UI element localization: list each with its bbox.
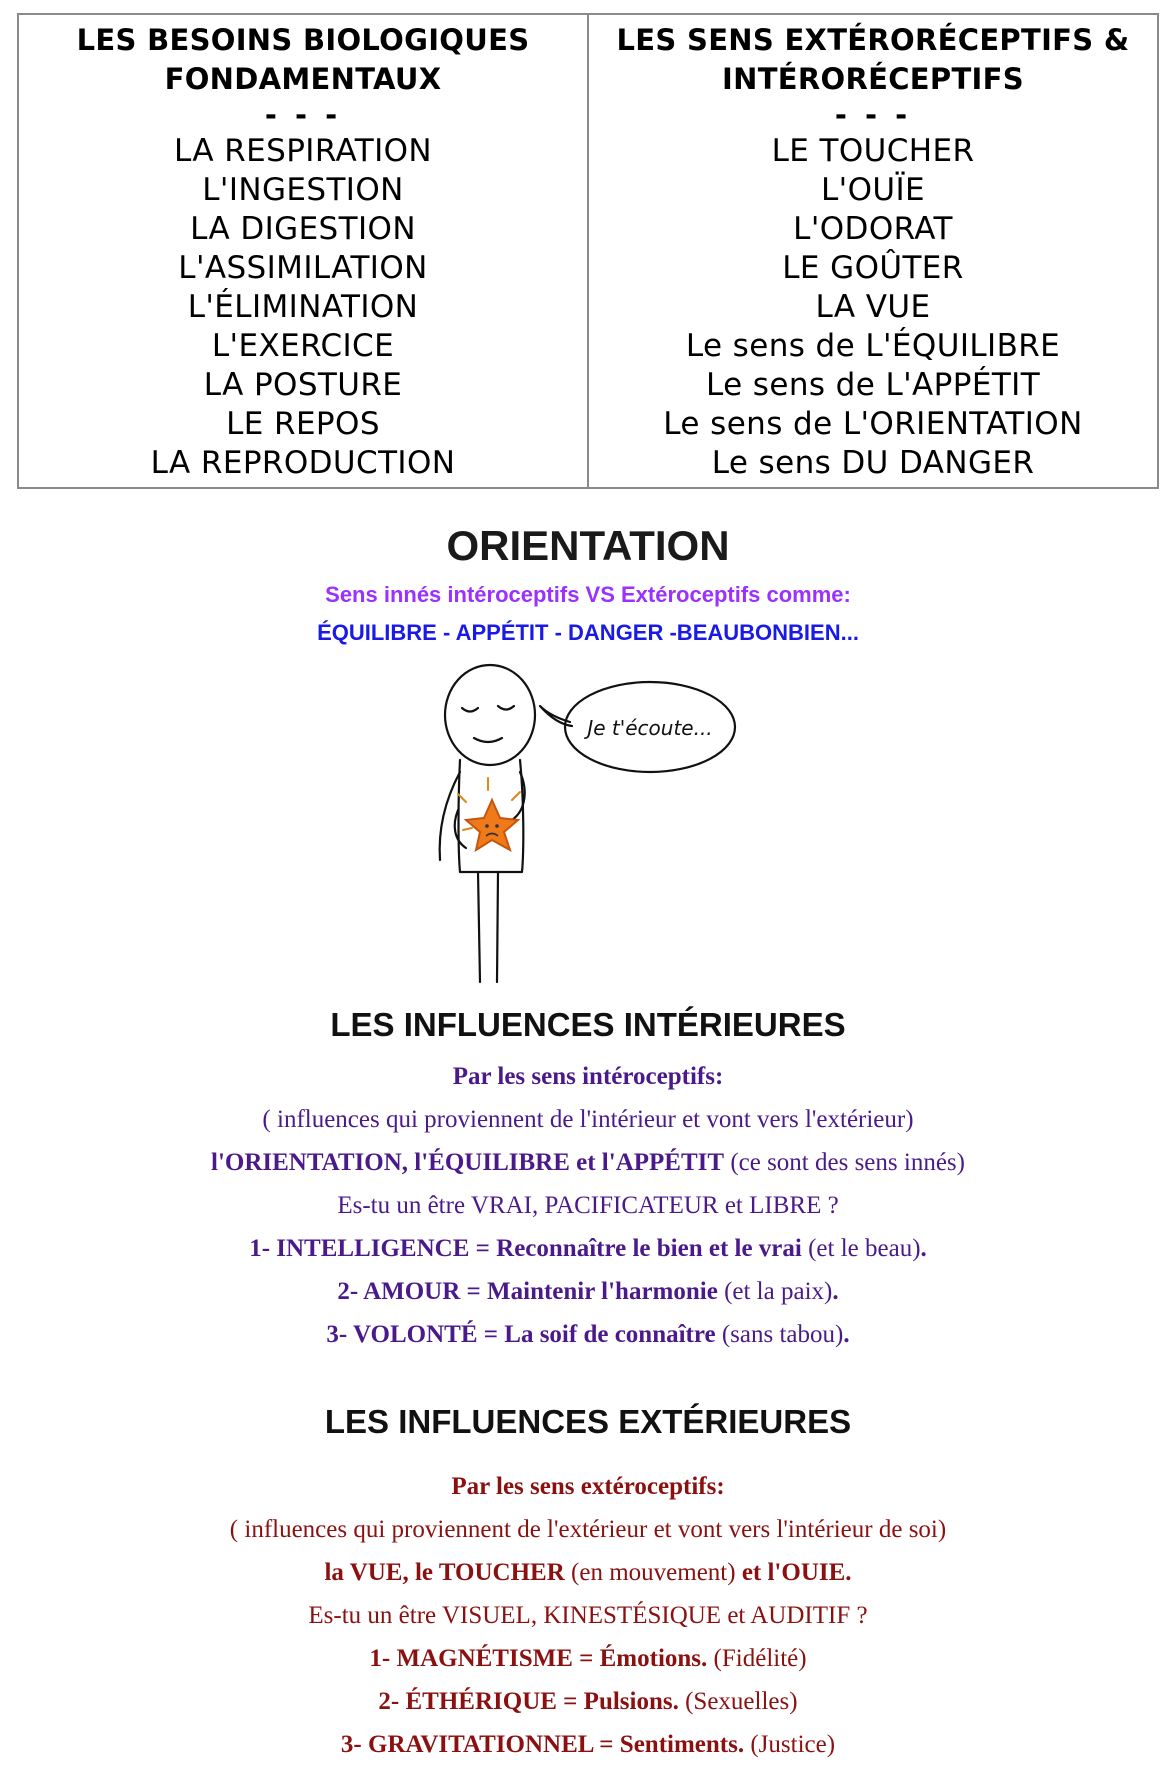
list-item: L'ASSIMILATION (178, 250, 428, 286)
list-item: LA POSTURE (203, 367, 403, 403)
outer-item-2-rest: (Sexuelles) (678, 1688, 798, 1715)
list-item: LE TOUCHER (771, 133, 975, 169)
stick-figure-illustration (400, 660, 760, 990)
figure-eye-left (462, 708, 478, 712)
col-separator: - - - (834, 98, 912, 132)
inner-influences-block (0, 1055, 1176, 1356)
orientation-subtitle-purple: Sens innés intéroceptifs VS Extéroceptifs comme: (325, 582, 851, 607)
senses-table (17, 13, 1159, 489)
inner-item-2-rest: (et la paix) (717, 1278, 833, 1305)
col-heading-line2: INTÉRORÉCEPTIFS (722, 62, 1024, 96)
outer-influences-block (0, 1465, 1176, 1766)
col-separator: - - - (264, 98, 342, 132)
inner-line-2: ( influences qui proviennent de l'intérieur et vont vers l'extérieur) (262, 1106, 914, 1133)
orientation-subtitle-blue: ÉQUILIBRE - APPÉTIT - DANGER -BEAUBONBIEN... (317, 620, 859, 645)
list-item: Le sens de L'ÉQUILIBRE (685, 328, 1061, 364)
list-item: L'ÉLIMINATION (187, 289, 419, 325)
orientation-title: ORIENTATION (446, 522, 730, 569)
table-col-biological-needs (19, 15, 587, 487)
inner-line-4: Es-tu un être VRAI, PACIFICATEUR et LIBRE ? (337, 1192, 839, 1219)
outer-line-3-a: la VUE, le TOUCHER (324, 1559, 565, 1586)
list-item: LE GOÛTER (782, 250, 964, 286)
figure-leg-left (478, 872, 480, 982)
col-heading-line1: LES BESOINS BIOLOGIQUES (76, 23, 530, 57)
table-col-senses (587, 15, 1157, 487)
list-item: L'EXERCICE (211, 328, 395, 364)
outer-line-1: Par les sens extéroceptifs: (451, 1473, 725, 1500)
inner-item-1-rest: (et le beau) (801, 1235, 921, 1262)
inner-line-3-rest: (ce sont des sens innés) (724, 1149, 965, 1176)
inner-item-3-bold: 3- VOLONTÉ = La soif de connaître (326, 1321, 716, 1348)
list-item: L'INGESTION (202, 172, 404, 208)
needs-list (19, 132, 587, 483)
list-item: LA DIGESTION (190, 211, 416, 247)
outer-item-2-bold: 2- ÉTHÉRIQUE = Pulsions. (378, 1688, 679, 1715)
figure-head (445, 665, 535, 765)
sad-star-icon (466, 800, 518, 850)
list-item: Le sens DU DANGER (711, 445, 1035, 481)
figure-eye-right (498, 706, 514, 710)
outer-line-2: ( influences qui proviennent de l'extérieur et vont vers l'intérieur de soi) (229, 1516, 947, 1543)
figure-mouth (474, 738, 502, 742)
outer-item-3-rest: (Justice) (744, 1731, 836, 1758)
inner-line-1: Par les sens intéroceptifs: (452, 1063, 724, 1090)
outer-line-3-c: et l'OUIE. (741, 1559, 852, 1586)
inner-item-3-end: . (843, 1321, 850, 1348)
inner-item-1-bold: 1- INTELLIGENCE = Reconnaître le bien et le vrai (249, 1235, 802, 1262)
list-item: LA VUE (815, 289, 931, 325)
inner-item-1-end: . (920, 1235, 927, 1262)
list-item: LE REPOS (226, 406, 380, 442)
speech-bubble-text: Je t'écoute... (587, 716, 713, 740)
list-item: L'OUÏE (820, 172, 925, 208)
outer-line-3-b: (en mouvement) (564, 1559, 742, 1586)
list-item: Le sens de L'APPÉTIT (705, 367, 1041, 403)
col-heading-line1: LES SENS EXTÉRORÉCEPTIFS & (616, 23, 1130, 57)
inner-item-3-rest: (sans tabou) (715, 1321, 844, 1348)
inner-line-3-bold: l'ORIENTATION, l'ÉQUILIBRE et l'APPÉTIT (211, 1149, 725, 1176)
list-item: Le sens de L'ORIENTATION (663, 406, 1083, 442)
inner-item-2-end: . (832, 1278, 839, 1305)
outer-item-3-bold: 3- GRAVITATIONNEL = Sentiments. (340, 1731, 745, 1758)
outer-item-1-rest: (Fidélité) (707, 1645, 807, 1672)
list-item: LA RESPIRATION (173, 133, 433, 169)
inner-item-2-bold: 2- AMOUR = Maintenir l'harmonie (337, 1278, 718, 1305)
inner-influences-title: LES INFLUENCES INTÉRIEURES (330, 1006, 846, 1043)
list-item: L'ODORAT (793, 211, 953, 247)
list-item: LA REPRODUCTION (150, 445, 456, 481)
outer-influences-title: LES INFLUENCES EXTÉRIEURES (324, 1403, 852, 1440)
figure-leg-right (497, 872, 498, 982)
col-heading-line2: FONDAMENTAUX (164, 62, 442, 96)
outer-line-4: Es-tu un être VISUEL, KINESTÉSIQUE et AUDITIF ? (308, 1602, 868, 1629)
senses-list (589, 132, 1157, 483)
outer-item-1-bold: 1- MAGNÉTISME = Émotions. (369, 1645, 708, 1672)
